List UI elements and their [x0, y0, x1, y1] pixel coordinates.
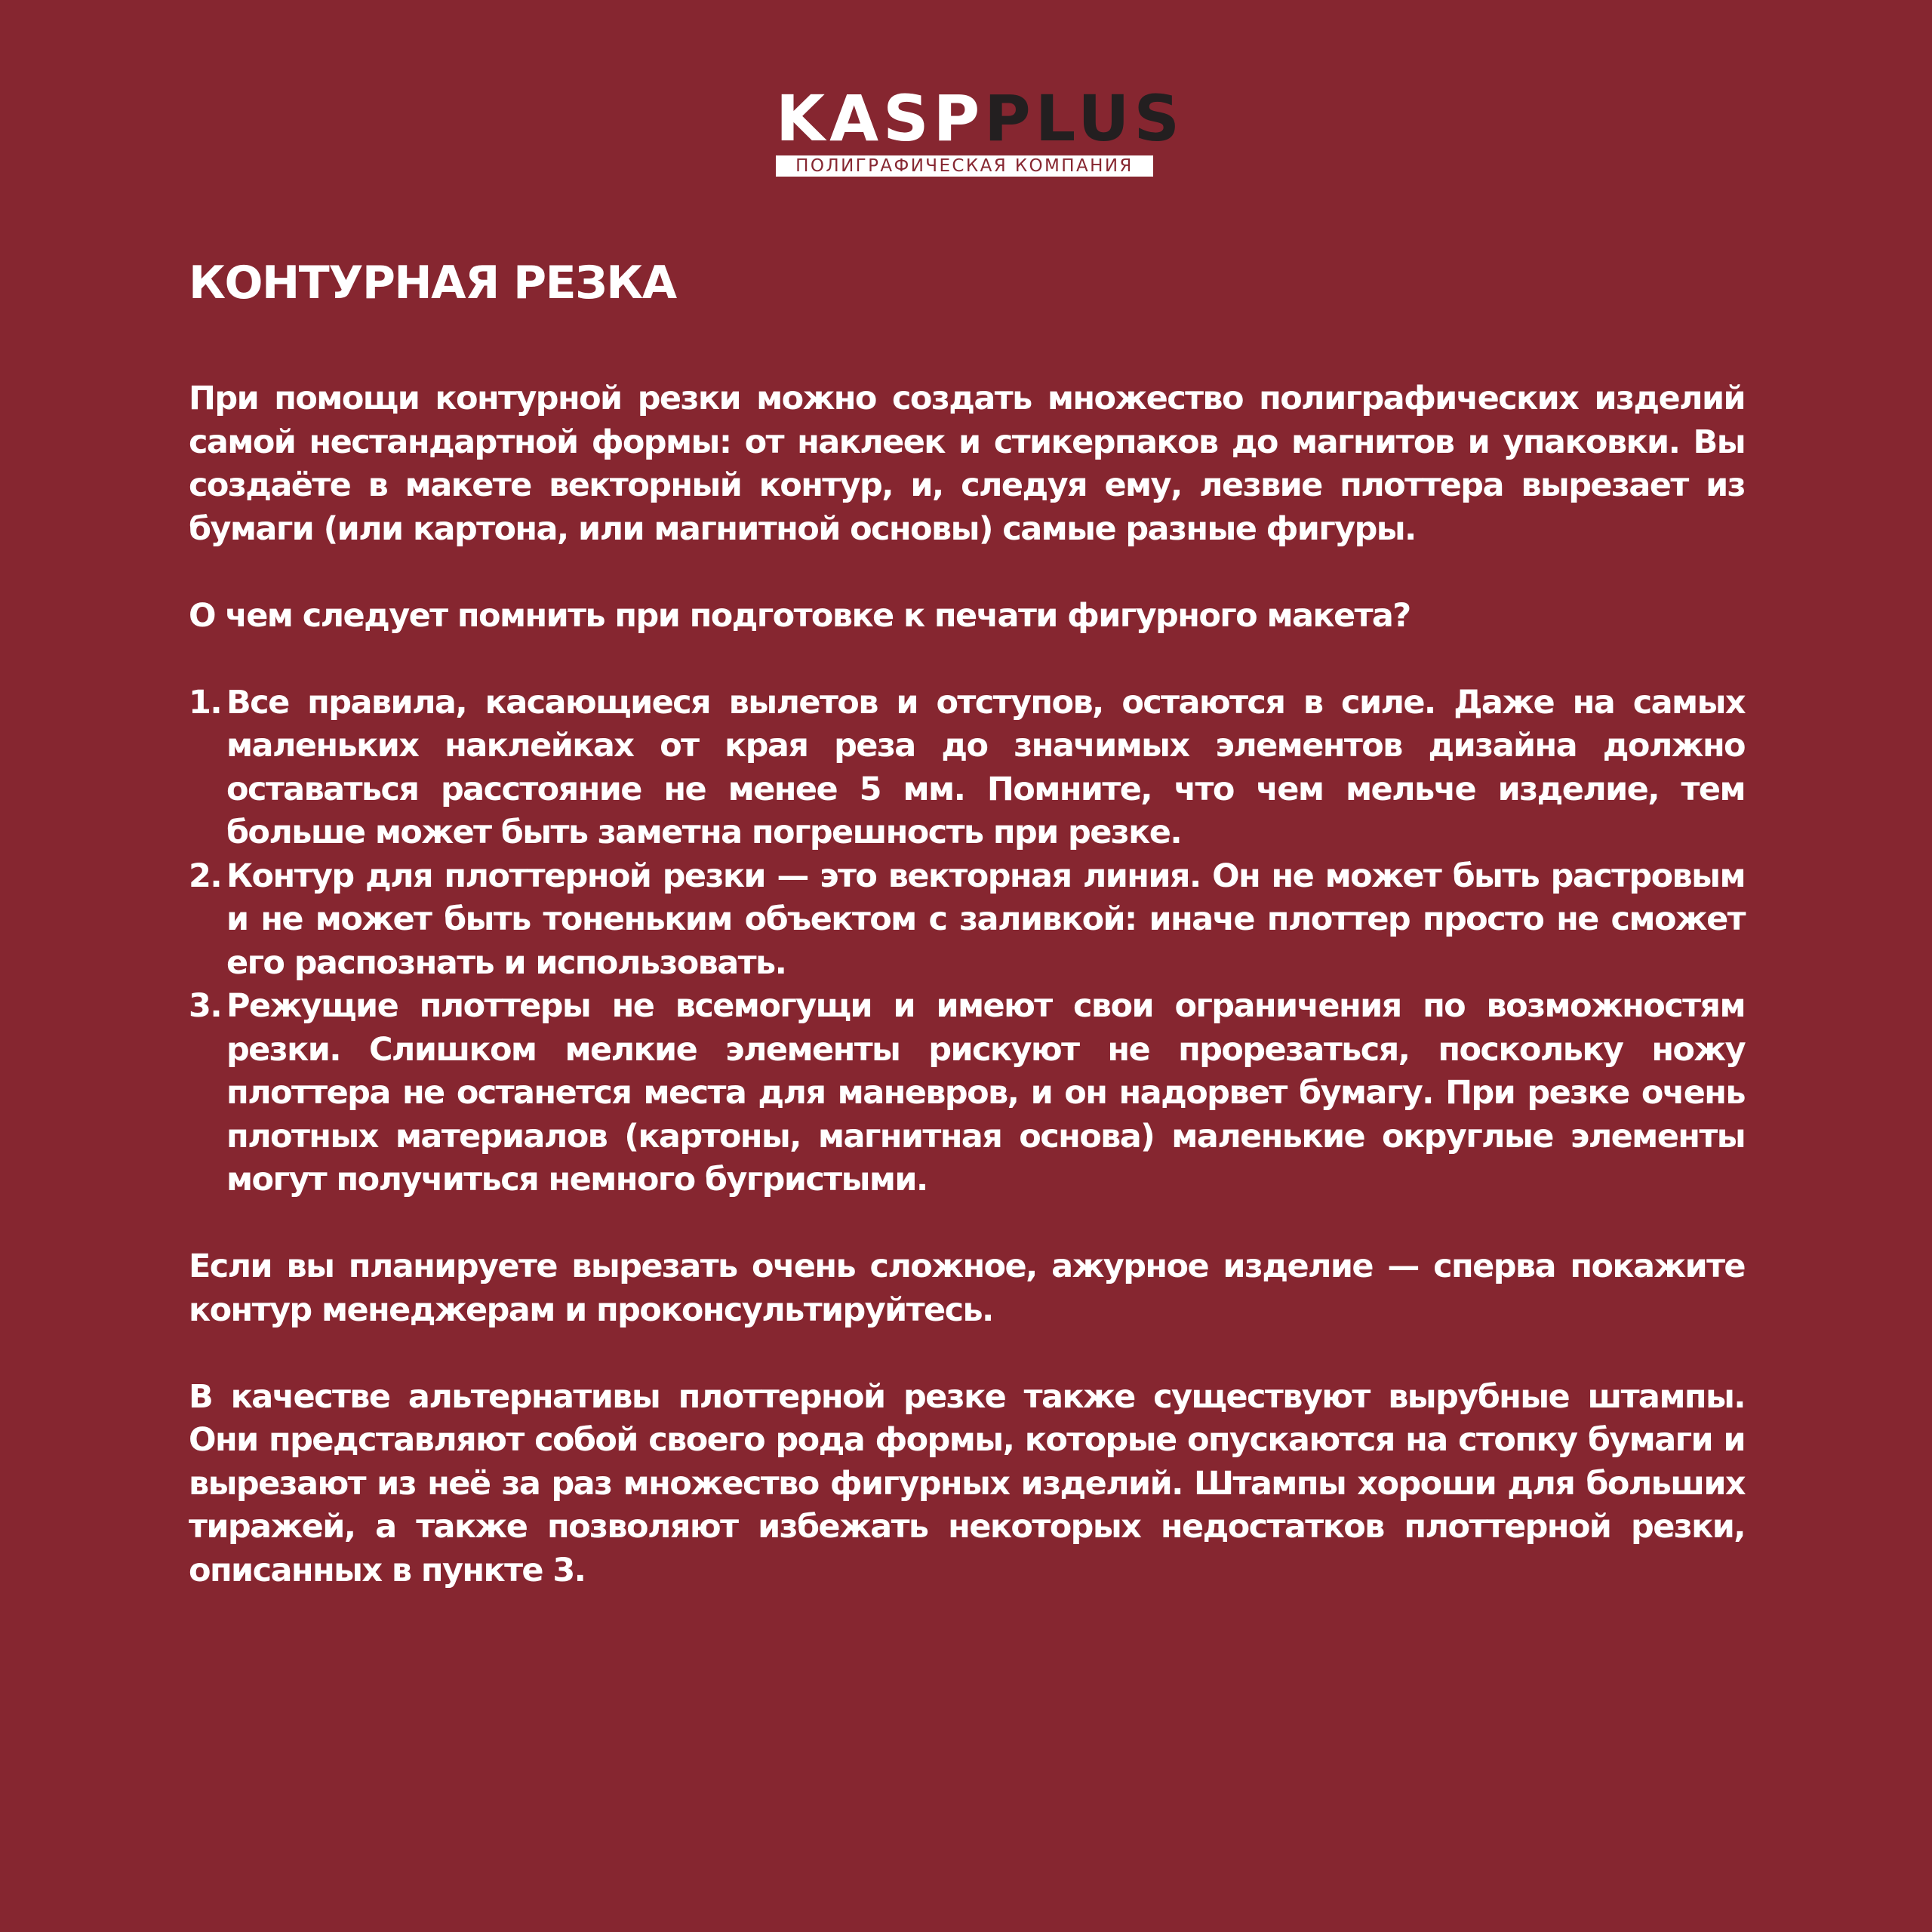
logo-brand-part2: PLUS	[984, 82, 1184, 155]
rules-list	[189, 681, 1745, 1202]
logo-tagline-band	[776, 155, 1153, 177]
rule-text: Все правила, касающиеся вылетов и отступов, остаются в силе. Даже на самых маленьких наклейках от края реза до значимых элементов дизайна должно оставаться расстояние не менее 5 мм. Помните, что чем мельче изделие, тем больше может быть заметна погрешность при резке.	[226, 683, 1745, 851]
article	[189, 249, 1745, 1592]
question-paragraph: О чем следует помнить при подготовке к печати фигурного макета?	[189, 596, 1411, 635]
rule-item	[189, 681, 1745, 855]
rule-number: 3.	[189, 987, 222, 1025]
rule-number: 1.	[189, 683, 222, 721]
rule-item	[189, 985, 1745, 1202]
alternative-paragraph: В качестве альтернативы плоттерной резке также существуют вырубные штампы. Они представляют собой своего рода формы, которые опускаются на стопку бумаги и вырезают из неё за раз множество фигурных изделий. Штампы хороши для больших тиражей, а также позволяют избежать некоторых недостатков плоттерной резки, описанных в пункте 3.	[189, 1377, 1745, 1589]
rule-text: Режущие плоттеры не всемогущи и имеют свои ограничения по возможностям резки. Слишком мелкие элементы рискуют не прорезаться, поскольку ножу плоттера не останется места для маневров, и он надорвет бумагу. При резке очень плотных материалов (картоны, магнитная основа) маленькие округлые элементы могут получиться немного бугристыми.	[226, 987, 1745, 1198]
rule-number: 2.	[189, 857, 222, 895]
rule-item	[189, 855, 1745, 986]
advice-paragraph: Если вы планируете вырезать очень сложное, ажурное изделие — сперва покажите контур менеджерам и проконсультируйтесь.	[189, 1247, 1745, 1329]
page-title: КОНТУРНАЯ РЕЗКА	[189, 257, 676, 309]
logo-tagline: ПОЛИГРАФИЧЕСКАЯ КОМПАНИЯ	[795, 156, 1134, 176]
logo-wordmark	[776, 82, 1184, 155]
rule-text: Контур для плоттерной резки — это векторная линия. Он не может быть растровым и не может быть тоненьким объектом с заливкой: иначе плоттер просто не сможет его распознать и использовать.	[226, 857, 1745, 982]
intro-paragraph: При помощи контурной резки можно создать множество полиграфических изделий самой нестандартной формы: от наклеек и стикерпаков до магнитов и упаковки. Вы создаёте в макете векторный контур, и, следуя ему, лезвие плоттера вырезает из бумаги (или картона, или магнитной основы) самые разные фигуры.	[189, 380, 1745, 548]
logo-brand-part1: KASP	[776, 82, 985, 155]
company-logo	[776, 82, 1184, 177]
